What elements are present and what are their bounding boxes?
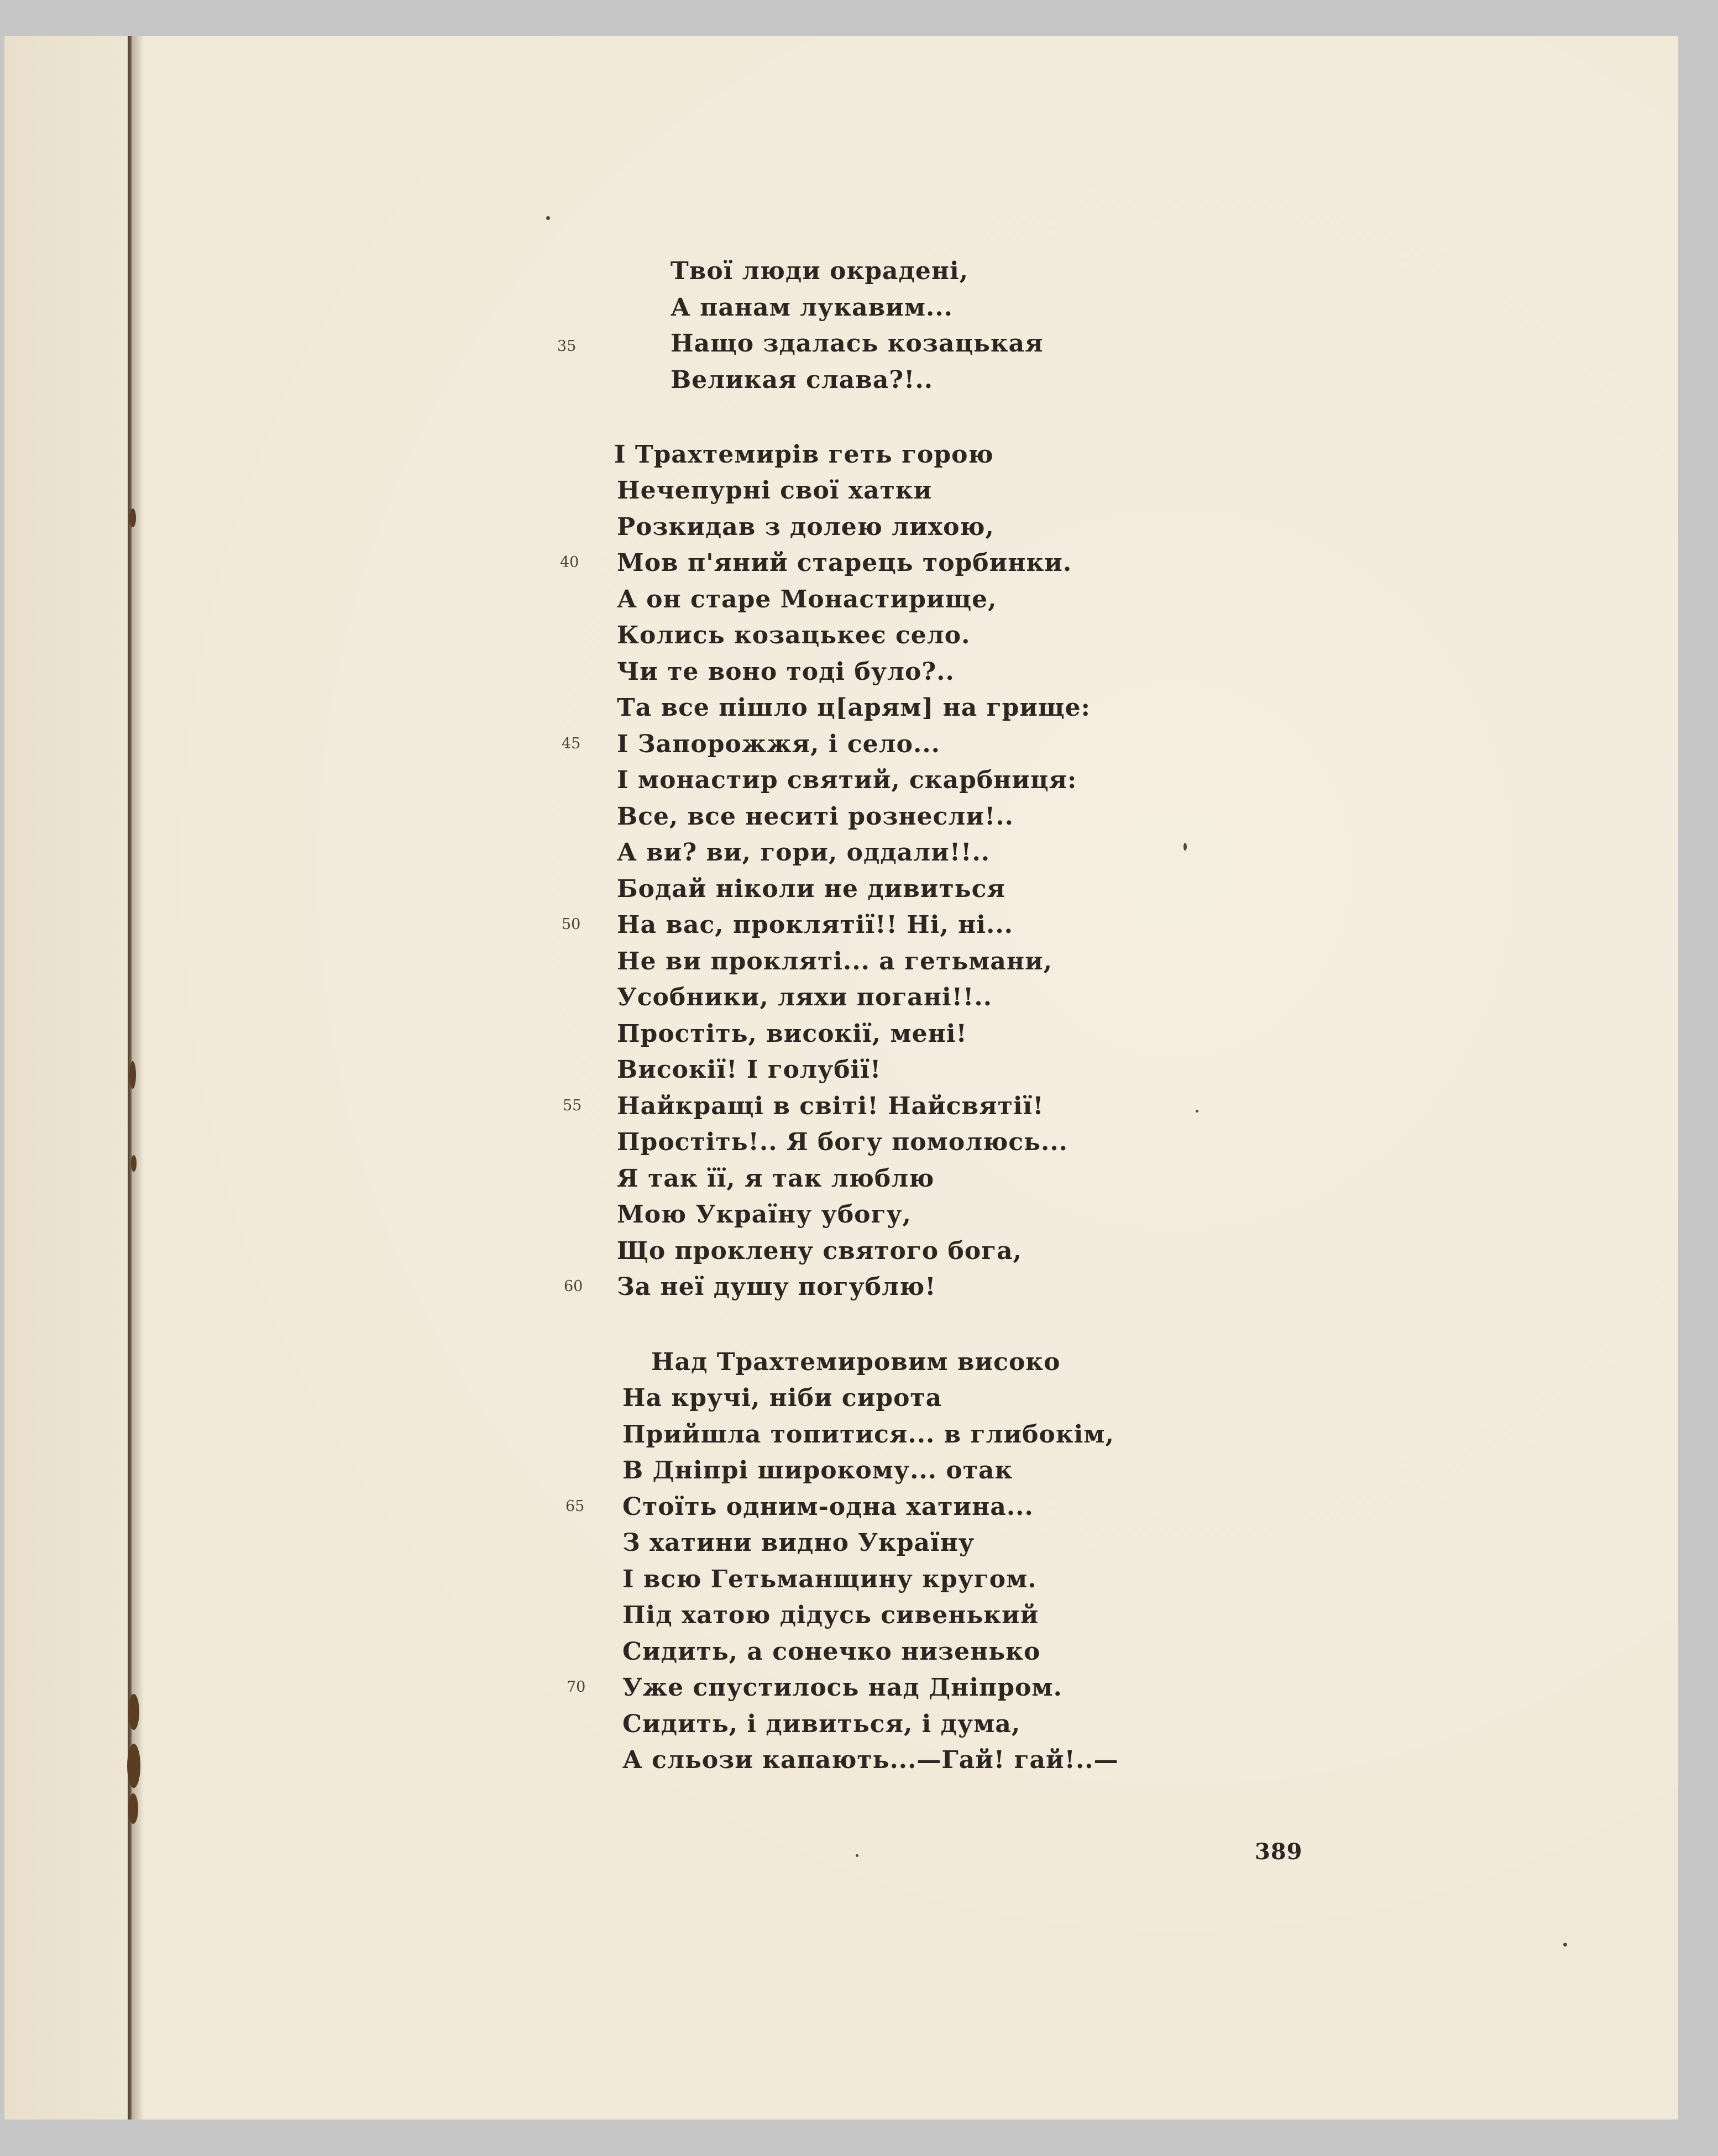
verse-line: Простіть, високії, мені! (617, 1020, 967, 1048)
page-number: 389 (1255, 1839, 1303, 1865)
verse-line: На вас, проклятії!! Ні, ні... (617, 911, 1013, 939)
verse-line: Мою Україну убогу, (617, 1200, 912, 1229)
line-number: 45 (562, 735, 581, 752)
verse-line: Великая слава?!.. (671, 366, 934, 394)
verse-line: За неї душу погублю! (617, 1273, 936, 1301)
binding-stain (128, 1793, 138, 1824)
verse-line: На кручі, ніби сирота (622, 1384, 942, 1412)
line-number: 70 (567, 1678, 586, 1696)
line-number: 60 (564, 1278, 583, 1295)
verse-line: І монастир святий, скарбниця: (617, 766, 1077, 794)
verse-line: Сидить, а сонечко низенько (622, 1638, 1041, 1666)
verse-line: Нечепурні свої хатки (617, 476, 933, 505)
verse-line: Над Трахтемировим високо (651, 1348, 1061, 1376)
binding-stain (131, 1155, 137, 1172)
verse-line: Не ви прокляті... а гетьмани, (617, 947, 1053, 975)
verse-line: Мов п'яний старець торбинки. (617, 549, 1072, 577)
binding-stain (128, 1694, 139, 1730)
verse-line: І всю Гетьманщину кругом. (622, 1565, 1037, 1593)
verse-line: Бодай ніколи не дивиться (617, 875, 1005, 903)
verse-line: Я так її, я так люблю (617, 1164, 935, 1193)
verse-line: Простіть!.. Я богу помолюсь... (617, 1128, 1068, 1156)
binding-stain (129, 1061, 136, 1089)
verse-line: Стоїть одним-одна хатина... (622, 1493, 1034, 1521)
verse-line: В Дніпрі широкому... отак (622, 1456, 1013, 1484)
binding-stain (127, 1744, 140, 1788)
facing-page-edge (4, 36, 129, 2120)
verse-line: А ви? ви, гори, оддали!!.. (617, 838, 991, 867)
paper-speck (1563, 1943, 1567, 1947)
paper-speck (1183, 843, 1187, 851)
verse-line: Сидить, і дивиться, і дума, (622, 1710, 1021, 1738)
verse-line: Все, все неситі рознесли!.. (617, 802, 1014, 831)
line-number: 50 (562, 916, 581, 933)
verse-line: А он старе Монастирище, (617, 585, 997, 613)
verse-line: І Запорожжя, і село... (617, 730, 940, 758)
verse-line: Усобники, ляхи погані!!.. (617, 983, 993, 1011)
verse-line: Високії! І голубії! (617, 1056, 882, 1084)
verse-line: Та все пішло ц[арям] на грище: (617, 694, 1091, 722)
verse-line: Нащо здалась козацькая (671, 329, 1044, 358)
line-number: 65 (565, 1498, 585, 1515)
verse-line: Уже спустилось над Дніпром. (622, 1674, 1062, 1702)
paper-speck (546, 216, 550, 220)
line-number: 40 (560, 554, 579, 571)
verse-line: Під хатою дідусь сивенький (622, 1601, 1039, 1629)
verse-line: Що проклену святого бога, (617, 1237, 1022, 1265)
verse-line: А панам лукавим... (671, 293, 953, 322)
verse-line: Колись козацькеє село. (617, 621, 971, 649)
verse-line: Найкращі в світі! Найсвятії! (617, 1092, 1044, 1120)
paper-speck (856, 1854, 858, 1857)
verse-line: З хатини видно Україну (622, 1529, 975, 1557)
line-number: 35 (557, 338, 577, 355)
line-number: 55 (563, 1097, 582, 1114)
binding-stain (129, 508, 136, 527)
verse-line: Твої люди окрадені, (671, 257, 969, 285)
verse-line: І Трахтемирів геть горою (614, 440, 994, 469)
verse-line: А сльози капають...—Гай! гай!..— (622, 1746, 1119, 1774)
verse-line: Прийшла топитися... в глибокім, (622, 1420, 1114, 1449)
book-page (4, 36, 1678, 2120)
verse-line: Чи те воно тоді було?.. (617, 658, 955, 686)
paper-speck (1196, 1110, 1198, 1113)
verse-line: Розкидав з долею лихою, (617, 513, 994, 541)
